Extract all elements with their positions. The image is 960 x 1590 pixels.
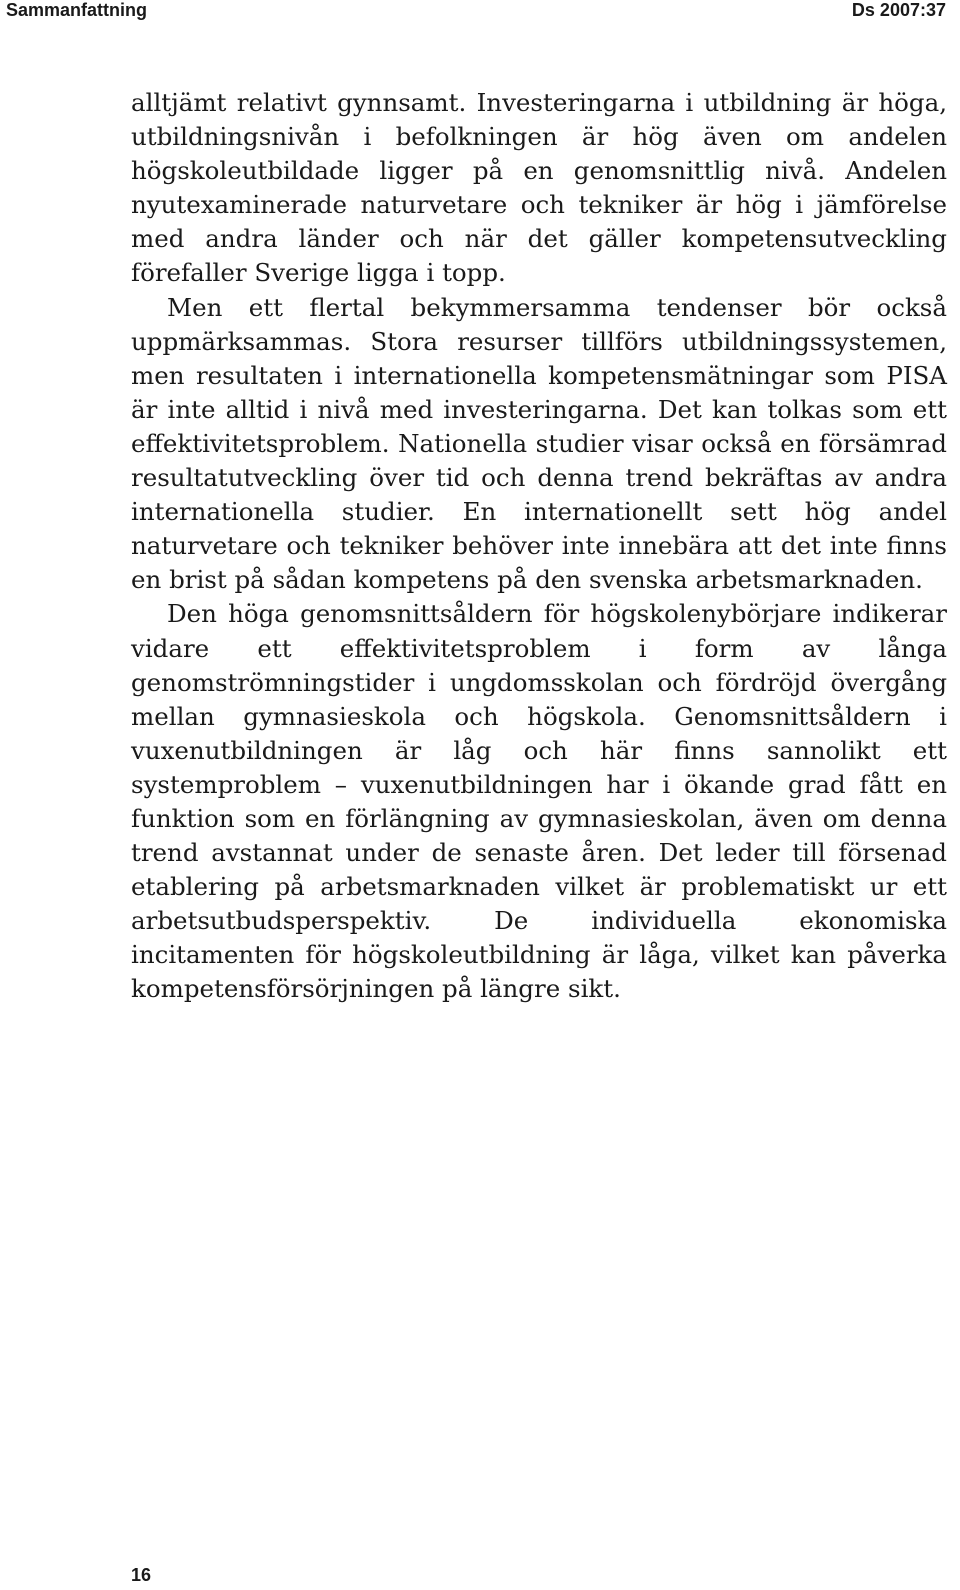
page-number: 16	[131, 1565, 152, 1585]
document-id: Ds 2007:37	[851, 0, 946, 20]
running-header	[0, 0, 960, 22]
section-title: Sammanfattning	[6, 0, 148, 20]
paragraph-continued: alltjämt relativt gynnsamt. Investeringarna i utbildning är höga, utbildningsnivån i befolkningen är hög även om andelen högskoleutbildade ligger på en genomsnittlig nivå. Andelen nyutexaminerade naturvetare och tekniker är hög i jämförelse med andra länder och när det gäller kompetensutveckling förefaller Sverige ligga i topp.	[131, 88, 947, 288]
paragraph-concerns: Men ett flertal bekymmersamma tendenser bör också uppmärksammas. Stora resurser tillförs utbildningssystemen, men resultaten i internationella kompetensmätningar som PISA är inte alltid i nivå med investeringarna. Det kan tolkas som ett effektivitetsproblem. Nationella studier visar också en försämrad resultatutveckling över tid och denna trend bekräftas av andra internationella studier. En internationellt sett hög andel naturvetare och tekniker behöver inte innebära att det inte finns en brist på sådan kompetens på den svenska arbetsmarknaden.	[131, 292, 947, 595]
body-text	[131, 86, 947, 1007]
paragraph-age: Den höga genomsnittsåldern för högskolenybörjare indikerar vidare ett effektivitetsproblem i form av långa genomströmningstider i ungdomsskolan och fördröjd övergång mellan gymnasieskola och högskola. Genomsnittsåldern i vuxenutbildningen är låg och här finns sannolikt ett systemproblem – vuxenutbildningen har i ökande grad fått en funktion som en förlängning av gymnasieskolan, även om denna trend avstannat under de senaste åren. Det leder till försenad etablering på arbetsmarknaden vilket är problematiskt ur ett arbetsutbudsperspektiv. De individuella ekonomiska incitamenten för högskoleutbildning är låga, vilket kan påverka kompetensförsörjningen på längre sikt.	[131, 599, 947, 1004]
